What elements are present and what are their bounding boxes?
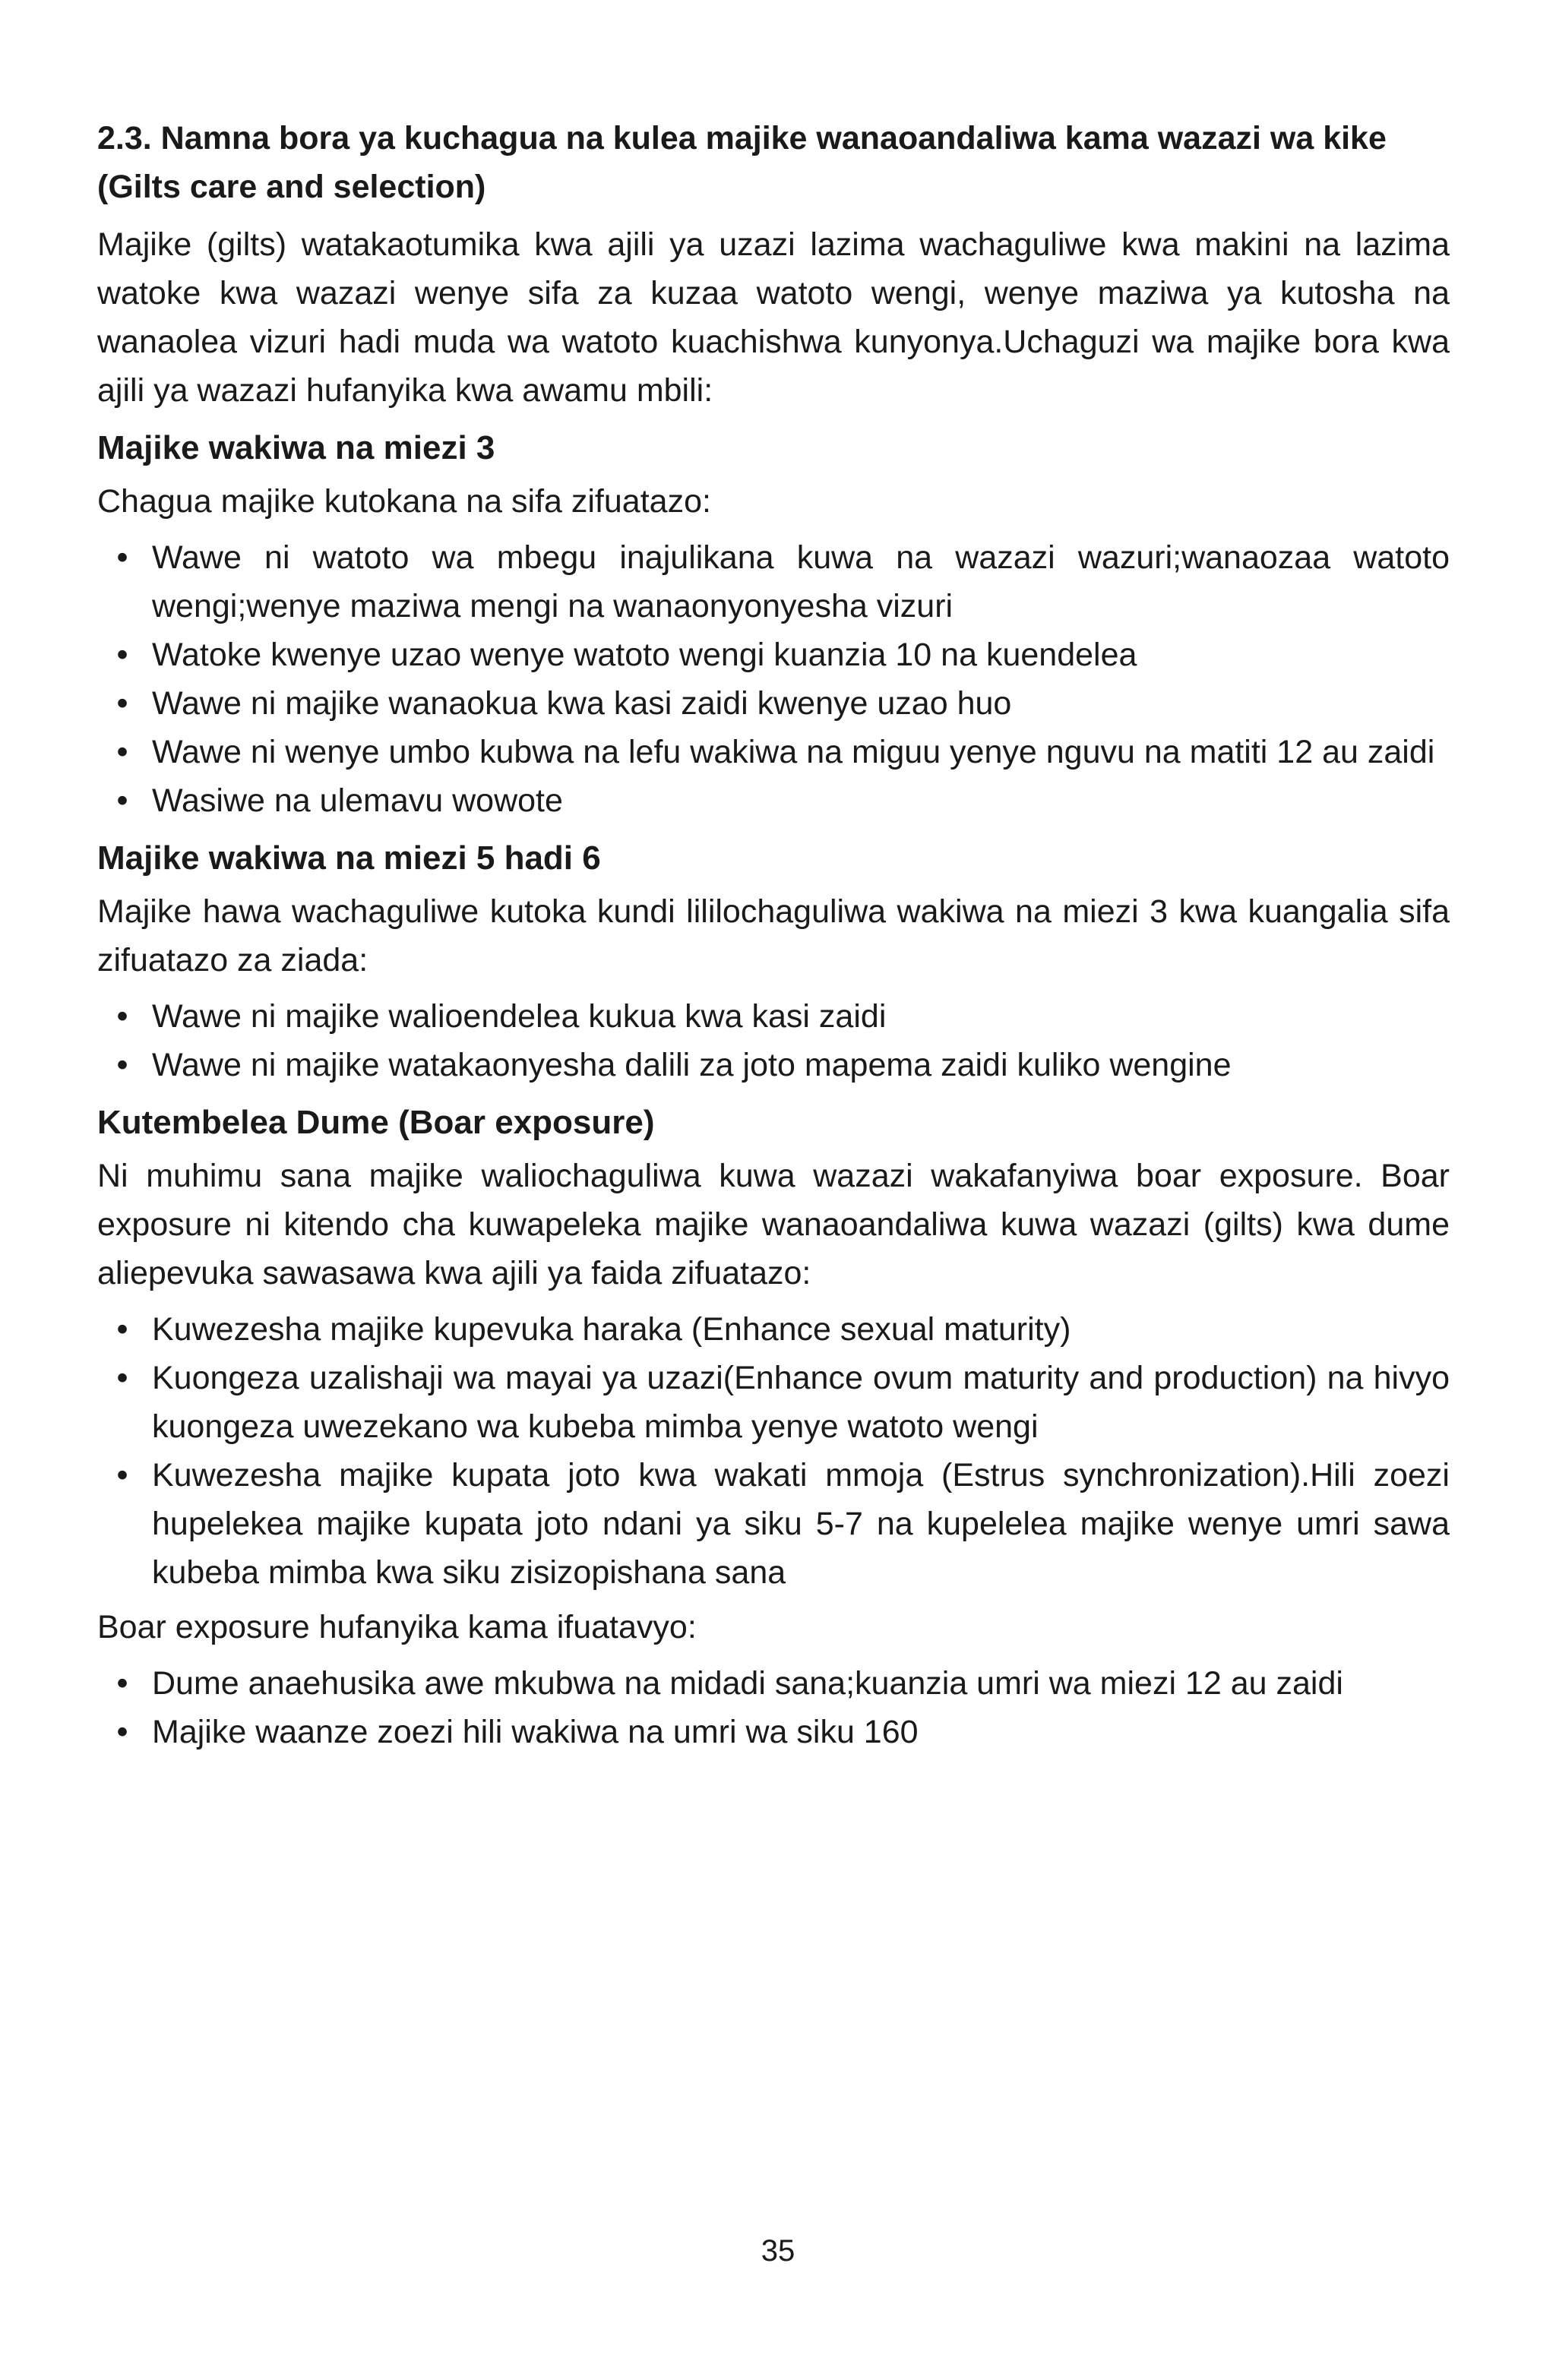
bullet-icon: •: [116, 637, 128, 673]
list-item-text: Wawe ni wenye umbo kubwa na lefu wakiwa na miguu yenye nguvu na matiti 12 au zaidi: [152, 734, 1435, 770]
criteria-list-miezi-3: [97, 533, 1450, 825]
bullet-icon: •: [116, 1311, 128, 1348]
benefits-list: [97, 1305, 1450, 1597]
list-item-text: Wasiwe na ulemavu wowote: [152, 782, 563, 819]
list-item: [97, 728, 1450, 776]
list-item-text: Wawe ni watoto wa mbegu inajulikana kuwa na wazazi wazuri;wanaozaa watoto wengi;wenye maziwa mengi na wanaonyonyesha vizuri: [152, 539, 1450, 624]
list-item-text: Kuwezesha majike kupevuka haraka (Enhance sexual maturity): [152, 1311, 1071, 1348]
heading-boar-exposure: Kutembelea Dume (Boar exposure): [97, 1104, 655, 1141]
list-item-text: Kuwezesha majike kupata joto kwa wakati mmoja (Estrus synchronization).Hili zoezi hupelekea majike kupata joto ndani ya siku 5-7 na kupelelea majike wenye umri sawa kubeba mimba kwa siku zisizopishana sana: [152, 1457, 1450, 1591]
list-item: [97, 631, 1450, 679]
bullet-icon: •: [116, 685, 128, 722]
list-item: [97, 1451, 1450, 1597]
bullet-icon: •: [116, 1047, 128, 1083]
list-item-text: Wawe ni majike wanaokua kwa kasi zaidi kwenye uzao huo: [152, 685, 1012, 722]
list-item: [97, 1305, 1450, 1354]
bullet-icon: •: [116, 734, 128, 770]
list-item: [97, 679, 1450, 728]
lead-miezi-3: Chagua majike kutokana na sifa zifuatazo:: [97, 483, 711, 520]
list-item-text: Watoke kwenye uzao wenye watoto wengi kuanzia 10 na kuendelea: [152, 637, 1137, 673]
lead-boar-exposure: Ni muhimu sana majike waliochaguliwa kuwa wazazi wakafanyiwa boar exposure. Boar exposure ni kitendo cha kuwapeleka majike wanaoandaliwa kuwa wazazi (gilts) kwa dume aliepevuka sawasawa kwa ajili ya faida zifuatazo:: [97, 1158, 1450, 1291]
bullet-icon: •: [116, 998, 128, 1035]
page-number: 35: [761, 2234, 795, 2268]
bullet-icon: •: [116, 1714, 128, 1750]
list-item: [97, 992, 1450, 1041]
bullet-icon: •: [116, 1665, 128, 1702]
heading-miezi-3: Majike wakiwa na miezi 3: [97, 429, 495, 466]
method-list: [97, 1659, 1450, 1756]
list-item-text: Dume anaehusika awe mkubwa na midadi sana;kuanzia umri wa miezi 12 au zaidi: [152, 1665, 1343, 1702]
list-item: [97, 1659, 1450, 1708]
list-item: [97, 533, 1450, 631]
heading-miezi-5-6: Majike wakiwa na miezi 5 hadi 6: [97, 839, 601, 877]
criteria-list-miezi-5-6: [97, 992, 1450, 1089]
section-title: 2.3. Namna bora ya kuchagua na kulea majike wanaoandaliwa kama wazazi wa kike (Gilts care and selection): [97, 120, 1387, 205]
list-item-text: Kuongeza uzalishaji wa mayai ya uzazi(Enhance ovum maturity and production) na hivyo kuongeza uwezekano wa kubeba mimba yenye watoto wengi: [152, 1360, 1450, 1445]
list-item: [97, 1041, 1450, 1089]
list-item: [97, 776, 1450, 825]
bullet-icon: •: [116, 782, 128, 819]
list-item-text: Wawe ni majike walioendelea kukua kwa kasi zaidi: [152, 998, 887, 1035]
bullet-icon: •: [116, 539, 128, 576]
bullet-icon: •: [116, 1457, 128, 1493]
intro-paragraph: Majike (gilts) watakaotumika kwa ajili ya uzazi lazima wachaguliwe kwa makini na lazima watoke kwa wazazi wenye sifa za kuzaa watoto wengi, wenye maziwa ya kutosha na wanaolea vizuri hadi muda wa watoto kuachishwa kunyonya.Uchaguzi wa majike bora kwa ajili ya wazazi hufanyika kwa awamu mbili:: [97, 226, 1450, 409]
list-item: [97, 1708, 1450, 1756]
bullet-icon: •: [116, 1360, 128, 1396]
lead-miezi-5-6: Majike hawa wachaguliwe kutoka kundi lililochaguliwa wakiwa na miezi 3 kwa kuangalia sifa zifuatazo za ziada:: [97, 893, 1450, 978]
method-lead: Boar exposure hufanyika kama ifuatavyo:: [97, 1609, 697, 1645]
list-item-text: Wawe ni majike watakaonyesha dalili za joto mapema zaidi kuliko wengine: [152, 1047, 1232, 1083]
page-content: [97, 114, 1450, 1762]
list-item-text: Majike waanze zoezi hili wakiwa na umri wa siku 160: [152, 1714, 919, 1750]
list-item: [97, 1354, 1450, 1451]
